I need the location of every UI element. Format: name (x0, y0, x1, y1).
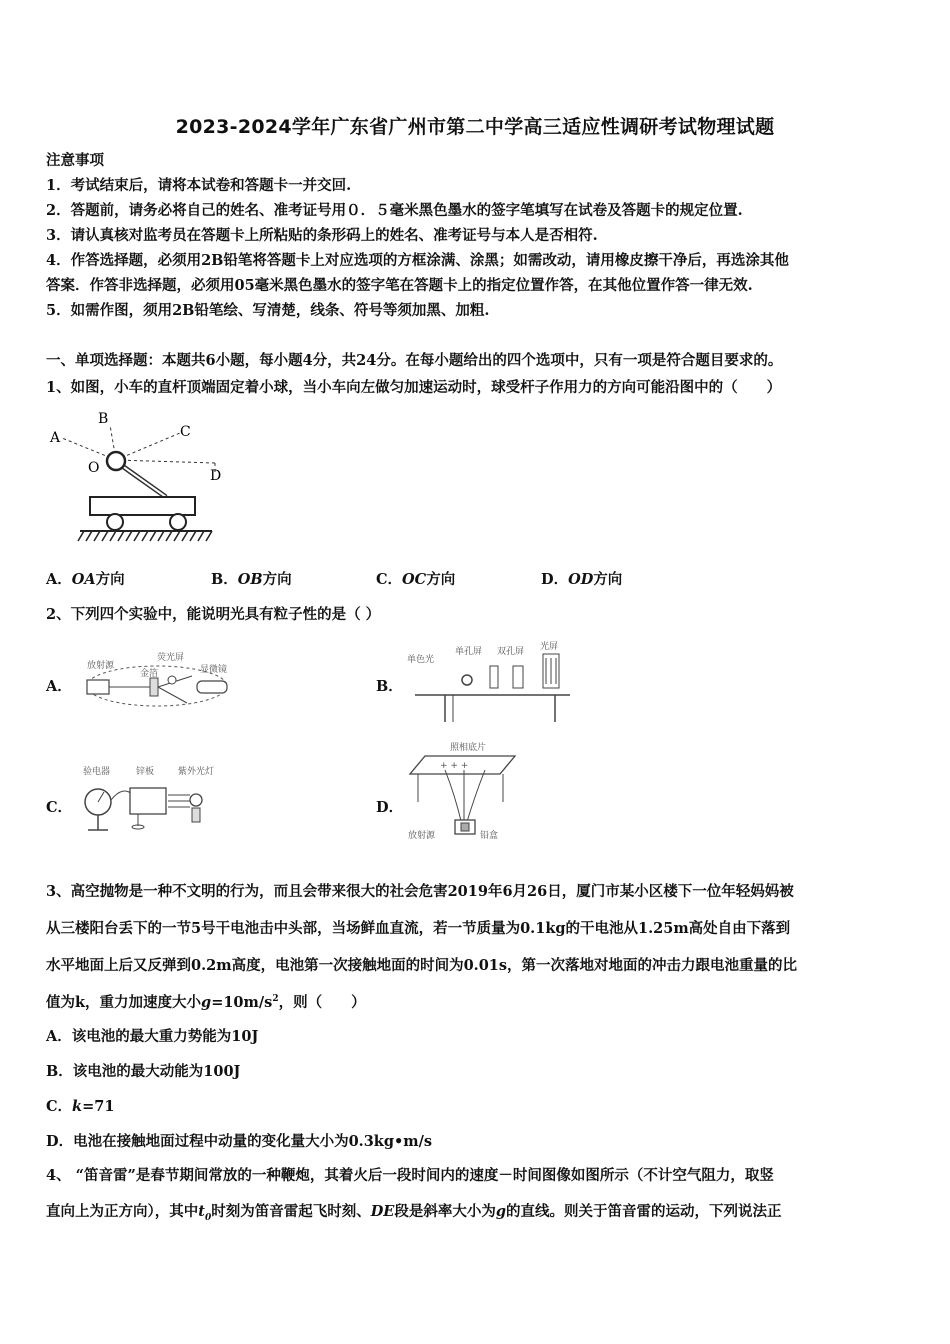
question-3-line (46, 991, 366, 1012)
superscript: 2 (272, 994, 279, 1005)
q3-option-c[interactable] (46, 1095, 114, 1116)
option-var: OB (237, 571, 263, 588)
fig-label: 显微镜 (200, 665, 228, 675)
photoelectric-figure (78, 760, 228, 836)
option-var: k (72, 1098, 83, 1115)
q3-option-d[interactable] (46, 1130, 432, 1151)
subscript: 0 (204, 1212, 212, 1223)
option-text: 该电池的最大重力势能为10J (71, 1028, 259, 1045)
label-a: A (50, 430, 61, 446)
option-letter: A． (46, 1028, 72, 1045)
q2-option-b-letter[interactable]: B． (376, 678, 403, 695)
double-slit-figure (405, 640, 575, 725)
text-span: 值为k，重力加速度大小 (46, 994, 202, 1011)
notice-item: 1．考试结束后，请将本试卷和答题卡一并交回. (46, 177, 352, 194)
option-var: OD (568, 571, 594, 588)
cart-figure (40, 405, 230, 545)
q1-option-c[interactable] (376, 568, 455, 589)
q2-option-c-letter[interactable]: C． (46, 799, 73, 816)
var-g: g (495, 1203, 506, 1220)
notice-item: 5．如需作图，须用2B铅笔绘、写清楚，线条、符号等须加黑、加粗. (46, 302, 490, 319)
var-de: DE (370, 1203, 395, 1220)
text-span: 直向上为正方向），其中 (46, 1203, 199, 1220)
fig-label: 紫外光灯 (178, 767, 215, 777)
option-text: 方向 (593, 571, 623, 588)
label-o: O (88, 460, 100, 476)
fig-label: 照相底片 (450, 743, 487, 753)
section-heading: 一、单项选择题：本题共6小题，每小题4分，共24分。在每小题给出的四个选项中，只有一项是符合题目要求的。 (46, 352, 783, 369)
alpha-scatter-figure (82, 648, 242, 710)
q1-option-d[interactable] (541, 568, 622, 589)
q1-option-a[interactable] (46, 568, 125, 589)
option-var: OA (71, 571, 96, 588)
question-2-stem: 2、下列四个实验中，能说明光具有粒子性的是（ ） (46, 606, 381, 623)
notice-item: 4．作答选择题，必须用2B铅笔将答题卡上对应选项的方框涂满、涂黑；如需改动，请用橡皮擦干净后，再选涂其他 (46, 252, 789, 269)
fig-label: 金箔 (140, 669, 159, 679)
var-t: t (198, 1203, 205, 1220)
question-4-line (46, 1200, 782, 1223)
option-letter: D． (46, 1133, 74, 1150)
text-span: ，则（ ） (278, 994, 366, 1011)
option-letter: B． (46, 1063, 73, 1080)
fig-label: 单色光 (407, 655, 435, 665)
svg-text:+ + +: + + + (440, 761, 469, 771)
text-span: 的直线。则关于笛音雷的运动，下列说法正 (506, 1203, 782, 1220)
fig-label: 锌板 (136, 767, 155, 777)
option-text: =71 (82, 1098, 115, 1115)
fig-label: 放射源 (408, 831, 436, 841)
notice-item: 2．答题前，请务必将自己的姓名、准考证号用０．５毫米黑色墨水的签字笔填写在试卷及答题卡的规定位置. (46, 202, 743, 219)
q2-option-a-letter[interactable]: A． (46, 678, 72, 695)
fig-label: 放射源 (87, 661, 115, 671)
text-span: =10m/s (211, 994, 273, 1011)
question-3-line: 水平地面上后又反弹到0.2m高度，电池第一次接触地面的时间为0.01s，第一次落地对地面的冲击力跟电池重量的比 (46, 957, 798, 974)
page-title: 2023-2024学年广东省广州市第二中学高三适应性调研考试物理试题 (175, 116, 775, 138)
question-3-line: 从三楼阳台丢下的一节5号干电池击中头部，当场鲜血直流，若一节质量为0.1kg的干电池从1.25m高处自由下落到 (46, 920, 791, 937)
fig-label: 验电器 (83, 767, 111, 777)
label-c: C (180, 424, 191, 440)
q3-option-a[interactable] (46, 1025, 258, 1046)
question-1-stem: 1、如图，小车的直杆顶端固定着小球，当小车向左做匀加速运动时，球受杆子作用力的方向可能沿图中的（ ） (46, 379, 782, 396)
label-d: D (210, 468, 222, 484)
q1-option-b[interactable] (211, 568, 292, 589)
fig-label: 光屏 (540, 642, 559, 652)
option-text: 方向 (426, 571, 456, 588)
fig-label: 荧光屏 (157, 653, 185, 663)
var-g: g (201, 994, 212, 1011)
question-4-line: 4、 “笛音雷”是春节期间常放的一种鞭炮，其着火后一段时间内的速度－时间图像如图所示（不计空气阻力，取竖 (46, 1167, 774, 1184)
fig-label: 铅盒 (480, 831, 499, 841)
question-3-line: 3、高空抛物是一种不文明的行为，而且会带来很大的社会危害2019年6月26日，厦门市某小区楼下一位年轻妈妈被 (46, 883, 794, 900)
option-letter: C． (46, 1098, 73, 1115)
option-text: 该电池的最大动能为100J (72, 1063, 241, 1080)
option-var: OC (402, 571, 427, 588)
option-letter: C． (376, 571, 403, 588)
q3-option-b[interactable] (46, 1060, 240, 1081)
text-span: 时刻为笛音雷起飞时刻、 (211, 1203, 371, 1220)
text-span: 段是斜率大小为 (394, 1203, 496, 1220)
notice-item: 答案．作答非选择题，必须用05毫米黑色墨水的签字笔在答题卡上的指定位置作答，在其他位置作答一律无效. (46, 277, 753, 294)
option-text: 电池在接触地面过程中动量的变化量大小为0.3kg•m/s (73, 1133, 433, 1150)
option-letter: B． (211, 571, 238, 588)
option-text: 方向 (262, 571, 292, 588)
notice-heading: 注意事项 (46, 152, 104, 169)
fig-label: 单孔屏 (455, 647, 483, 657)
radiation-deflection-figure (400, 740, 550, 840)
q2-option-d-letter[interactable]: D． (376, 799, 404, 816)
notice-item: 3．请认真核对监考员在答题卡上所粘贴的条形码上的姓名、准考证号与本人是否相符. (46, 227, 598, 244)
option-text: 方向 (95, 571, 125, 588)
label-b: B (98, 411, 109, 427)
option-letter: D． (541, 571, 569, 588)
fig-label: 双孔屏 (497, 647, 525, 657)
option-letter: A． (46, 571, 72, 588)
